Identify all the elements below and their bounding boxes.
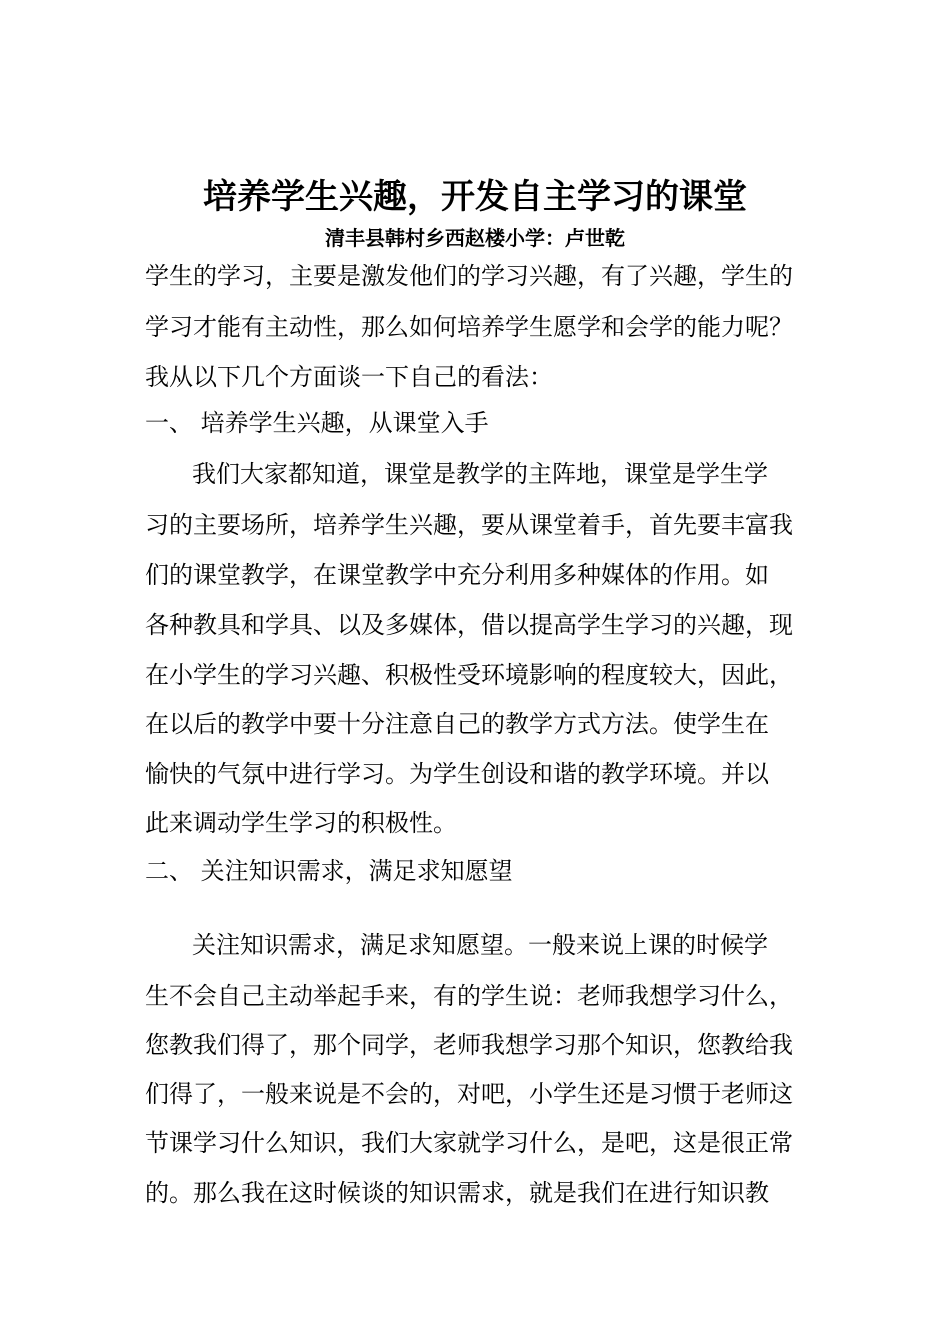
intro-line-1: 学生的学习，主要是激发他们的学习兴趣，有了兴趣，学生的 (145, 262, 793, 290)
section-1-line-7: 愉快的气氛中进行学习。为学生创设和谐的教学环境。并以 (145, 760, 769, 788)
document-title: 培养学生兴趣，开发自主学习的课堂 (203, 177, 747, 217)
section-1-line-3: 们的课堂教学，在课堂教学中充分利用多种媒体的作用。如 (145, 561, 769, 589)
section-2-line-2: 生不会自己主动举起手来，有的学生说：老师我想学习什么， (145, 982, 793, 1010)
section-1-line-5: 在小学生的学习兴趣、积极性受环境影响的程度较大，因此， (145, 661, 793, 689)
section-2-line-1: 关注知识需求，满足求知愿望。一般来说上课的时候学 (192, 931, 768, 959)
intro-line-2: 学习才能有主动性，那么如何培养学生愿学和会学的能力呢？ (145, 313, 793, 341)
author-line: 清丰县韩村乡西赵楼小学：卢世乾 (325, 226, 625, 250)
section-2-line-5: 节课学习什么知识，我们大家就学习什么，是吧，这是很正常 (145, 1129, 793, 1157)
section-1-line-2: 习的主要场所，培养学生兴趣，要从课堂着手，首先要丰富我 (145, 511, 793, 539)
section-1-line-6: 在以后的教学中要十分注意自己的教学方式方法。使学生在 (145, 710, 769, 738)
section-2-line-3: 您教我们得了，那个同学，老师我想学习那个知识，您教给我 (145, 1031, 793, 1059)
section-1-line-1: 我们大家都知道，课堂是教学的主阵地，课堂是学生学 (192, 460, 768, 488)
intro-line-3: 我从以下几个方面谈一下自己的看法： (145, 363, 553, 391)
section-1-heading: 一、 培养学生兴趣，从课堂入手 (145, 409, 489, 437)
section-2-line-6: 的。那么我在这时候谈的知识需求，就是我们在进行知识教 (145, 1179, 769, 1207)
section-2-line-4: 们得了，一般来说是不会的，对吧，小学生还是习惯于老师这 (145, 1080, 793, 1108)
section-1-line-8: 此来调动学生学习的积极性。 (145, 809, 457, 837)
section-2-heading: 二、 关注知识需求，满足求知愿望 (145, 857, 513, 885)
section-1-line-4: 各种教具和学具、以及多媒体，借以提高学生学习的兴趣，现 (145, 611, 793, 639)
